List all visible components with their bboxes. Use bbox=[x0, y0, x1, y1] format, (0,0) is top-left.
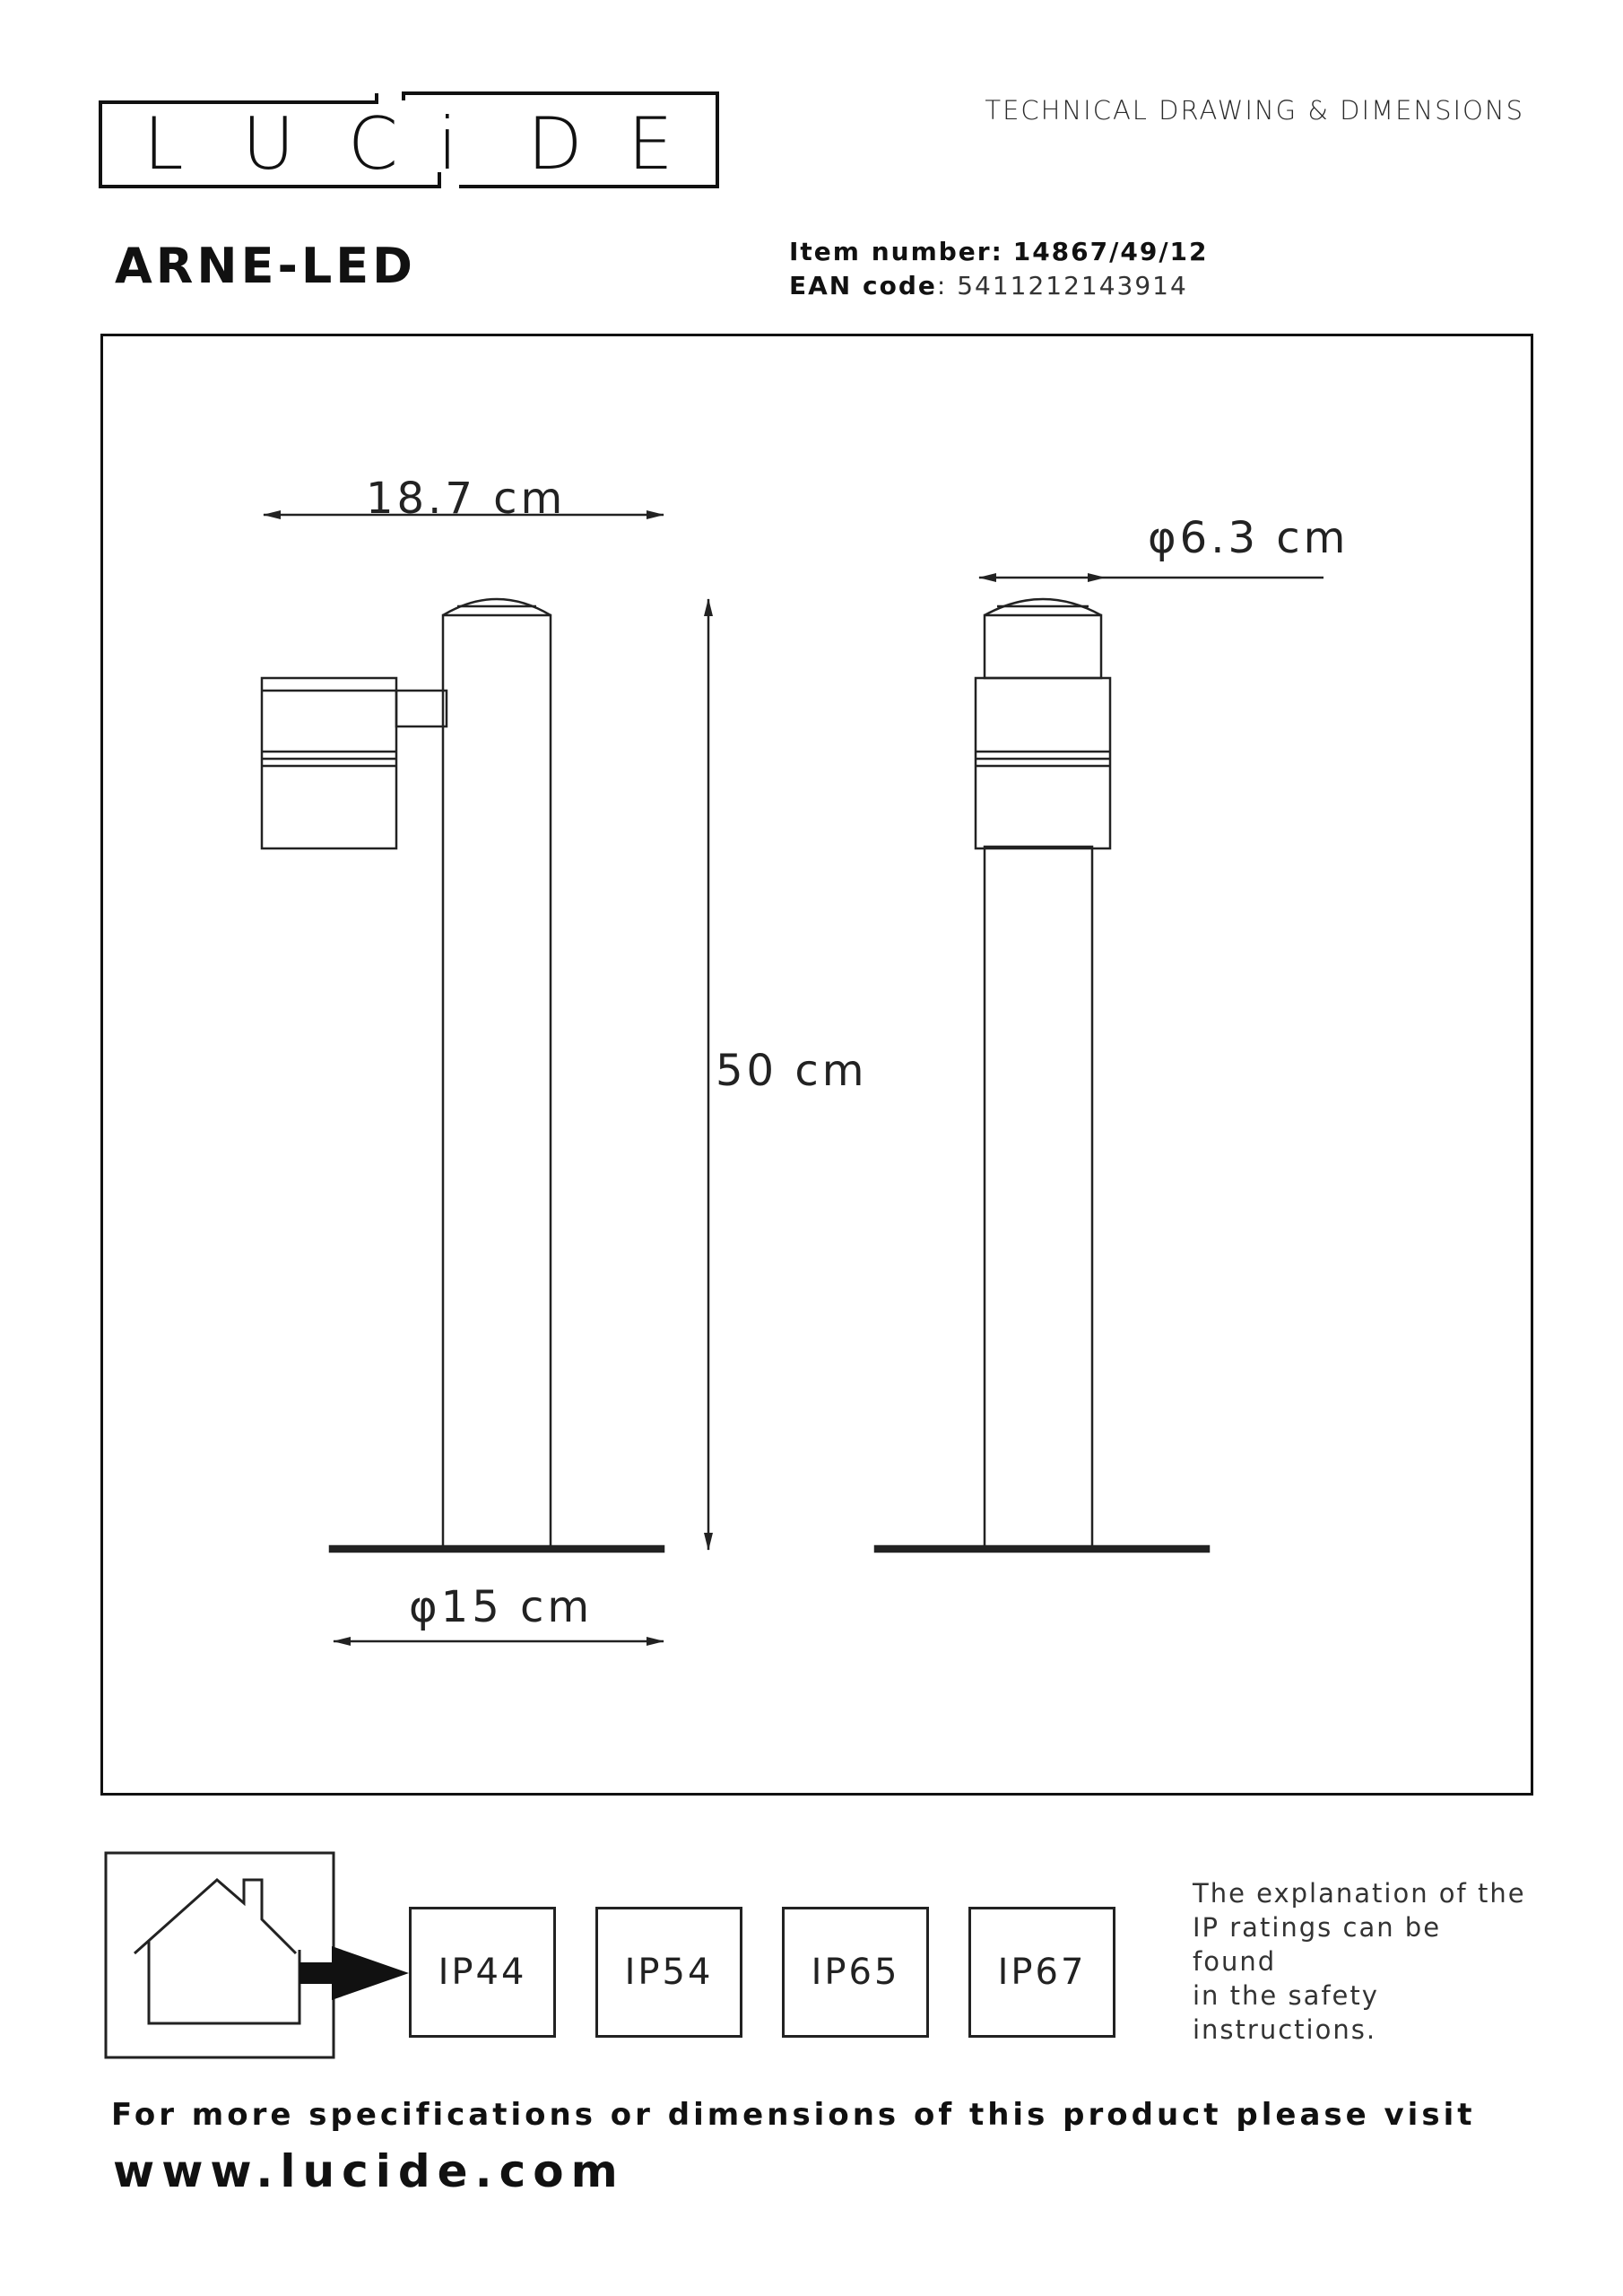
ip-note-line: in the safety bbox=[1193, 1980, 1379, 2011]
ip-rating-ip67: IP67 bbox=[968, 1907, 1115, 2038]
logo-letter-d: D bbox=[527, 102, 583, 186]
ean-code-value: : 5411212143914 bbox=[936, 271, 1188, 300]
side-spot-head bbox=[262, 678, 396, 848]
base-diameter-label: φ15 cm bbox=[409, 1582, 594, 1632]
ip-rating-ip65: IP65 bbox=[782, 1907, 929, 2038]
logo-letter-i: i bbox=[438, 102, 458, 186]
ip-note-line: The explanation of the bbox=[1193, 1878, 1526, 1909]
header-title: TECHNICAL DRAWING & DIMENSIONS bbox=[985, 95, 1524, 126]
ean-code-label: EAN code bbox=[789, 271, 937, 300]
side-view bbox=[262, 599, 664, 1552]
front-view bbox=[875, 599, 1209, 1552]
ip-explanation-note bbox=[1193, 1876, 1533, 2047]
front-base-plate bbox=[875, 1546, 1209, 1552]
width-dimension-label: 18.7 cm bbox=[366, 474, 567, 524]
front-spot-head bbox=[976, 678, 1110, 848]
side-pole bbox=[443, 615, 551, 1548]
ip-rating-ip44: IP44 bbox=[409, 1907, 556, 2038]
logo-letter-e: E bbox=[628, 102, 673, 186]
item-number-value: 14867/49/12 bbox=[1012, 237, 1209, 266]
logo-letter-c: C bbox=[348, 102, 398, 186]
side-base-plate bbox=[330, 1546, 664, 1552]
head-diameter-label: φ6.3 cm bbox=[1148, 513, 1350, 563]
logo-letter-u: U bbox=[242, 102, 295, 186]
height-dimension-label: 50 cm bbox=[716, 1046, 868, 1096]
arrow-right-icon bbox=[299, 1946, 409, 2000]
house-indoor-icon bbox=[106, 1853, 334, 2057]
front-top-cylinder bbox=[985, 615, 1101, 678]
product-name: ARNE-LED bbox=[115, 238, 416, 294]
footer-website-link[interactable]: www.lucide.com bbox=[113, 2145, 625, 2197]
logo-letter-l: L bbox=[143, 102, 184, 186]
footer-more-info: For more specifications or dimensions of this product please visit bbox=[111, 2097, 1476, 2133]
ip-note-line: instructions. bbox=[1193, 2014, 1377, 2045]
side-bracket bbox=[396, 691, 447, 726]
ip-rating-ip54: IP54 bbox=[595, 1907, 742, 2038]
item-number-label: Item number: bbox=[789, 237, 1003, 266]
ip-note-line: IP ratings can be found bbox=[1193, 1912, 1442, 1977]
front-pole bbox=[985, 847, 1092, 1548]
